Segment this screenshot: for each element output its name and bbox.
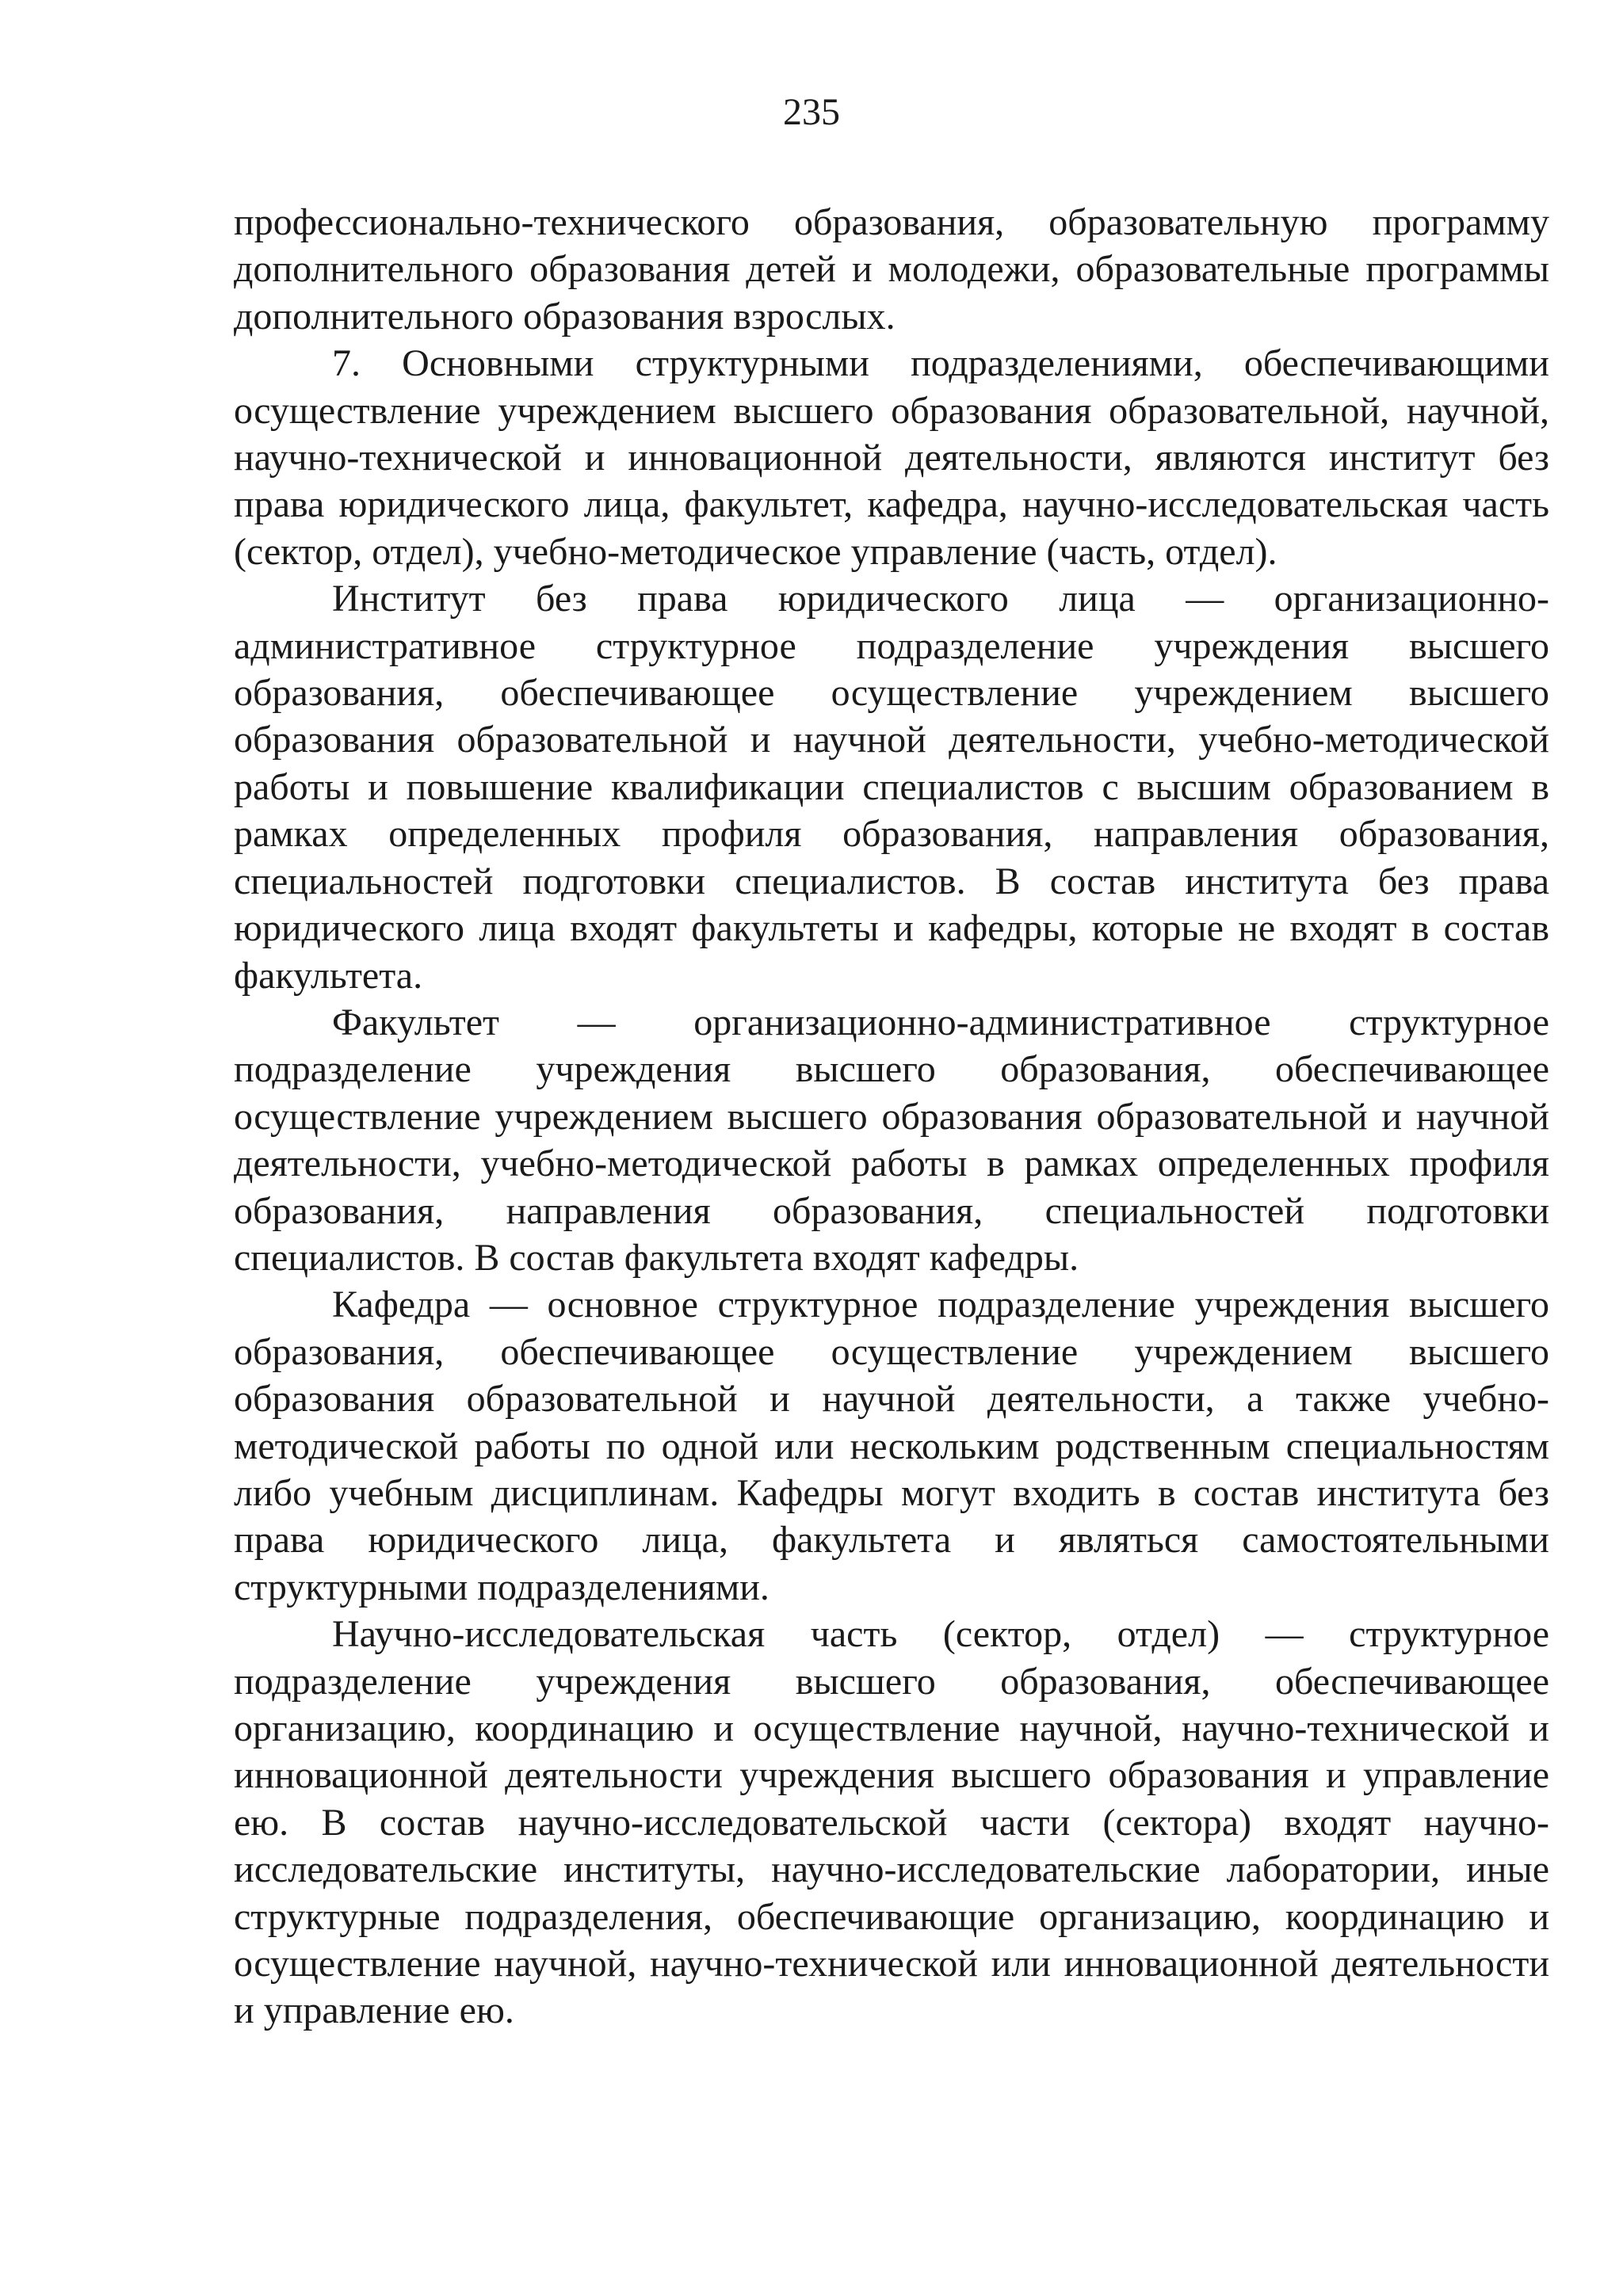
paragraph-research-unit: Научно-исследовательская часть (сектор, отдел) — структурное подразделение учреждения высшего образования, обеспечивающее организацию, координацию и осуществление научной, научно-технической и инновационной деятельности учреждения высшего образования и управление ею. В состав научно-исследовательской части (сектора) входят научно-исследовательские институты, научно-исследовательские лаборатории, иные структурные подразделения, обеспечивающие организацию, координацию и осуществление научной, научно-технической или инновационной деятельности и управление ею. (234, 1613, 1549, 2032)
body-text (234, 199, 1549, 2035)
page-number: 235 (783, 91, 840, 133)
paragraph-department: Кафедра — основное структурное подразделение учреждения высшего образования, обеспечивающее осуществление учреждением высшего образования образовательной и научной деятельности, а также учебно-методической работы по одной или нескольким родственным специальностям либо учебным дисциплинам. Кафедры могут входить в состав института без права юридического лица, факультета и являться самостоятельными структурными подразделениями. (234, 1283, 1549, 1608)
paragraph-item-7: 7. Основными структурными подразделениями, обеспечивающими осуществление учреждением высшего образования образовательной, научной, научно-технической и инновационной деятельности, являются институт без права юридического лица, факультет, кафедра, научно-исследовательская часть (сектор, отдел), учебно-методическое управление (часть, отдел). (234, 342, 1549, 573)
paragraph-faculty: Факультет — организационно-административное структурное подразделение учреждения высшего образования, обеспечивающее осуществление учреждением высшего образования образовательной и научной деятельности, учебно-методической работы в рамках определенных профиля образования, направления образования, специальностей подготовки специалистов. В состав факультета входят кафедры. (234, 1001, 1549, 1279)
paragraph-continuation: профессионально-технического образования, образовательную программу дополнительного образования детей и молодежи, образовательные программы дополнительного образования взрослых. (234, 201, 1549, 338)
paragraph-institute: Институт без права юридического лица — организационно-административное структурное подразделение учреждения высшего образования, обеспечивающее осуществление учреждением высшего образования образовательной и научной деятельности, учебно-методической работы и повышение квалификации специалистов с высшим образованием в рамках определенных профиля образования, направления образования, специальностей подготовки специалистов. В состав института без права юридического лица входят факультеты и кафедры, которые не входят в состав факультета. (234, 578, 1549, 997)
